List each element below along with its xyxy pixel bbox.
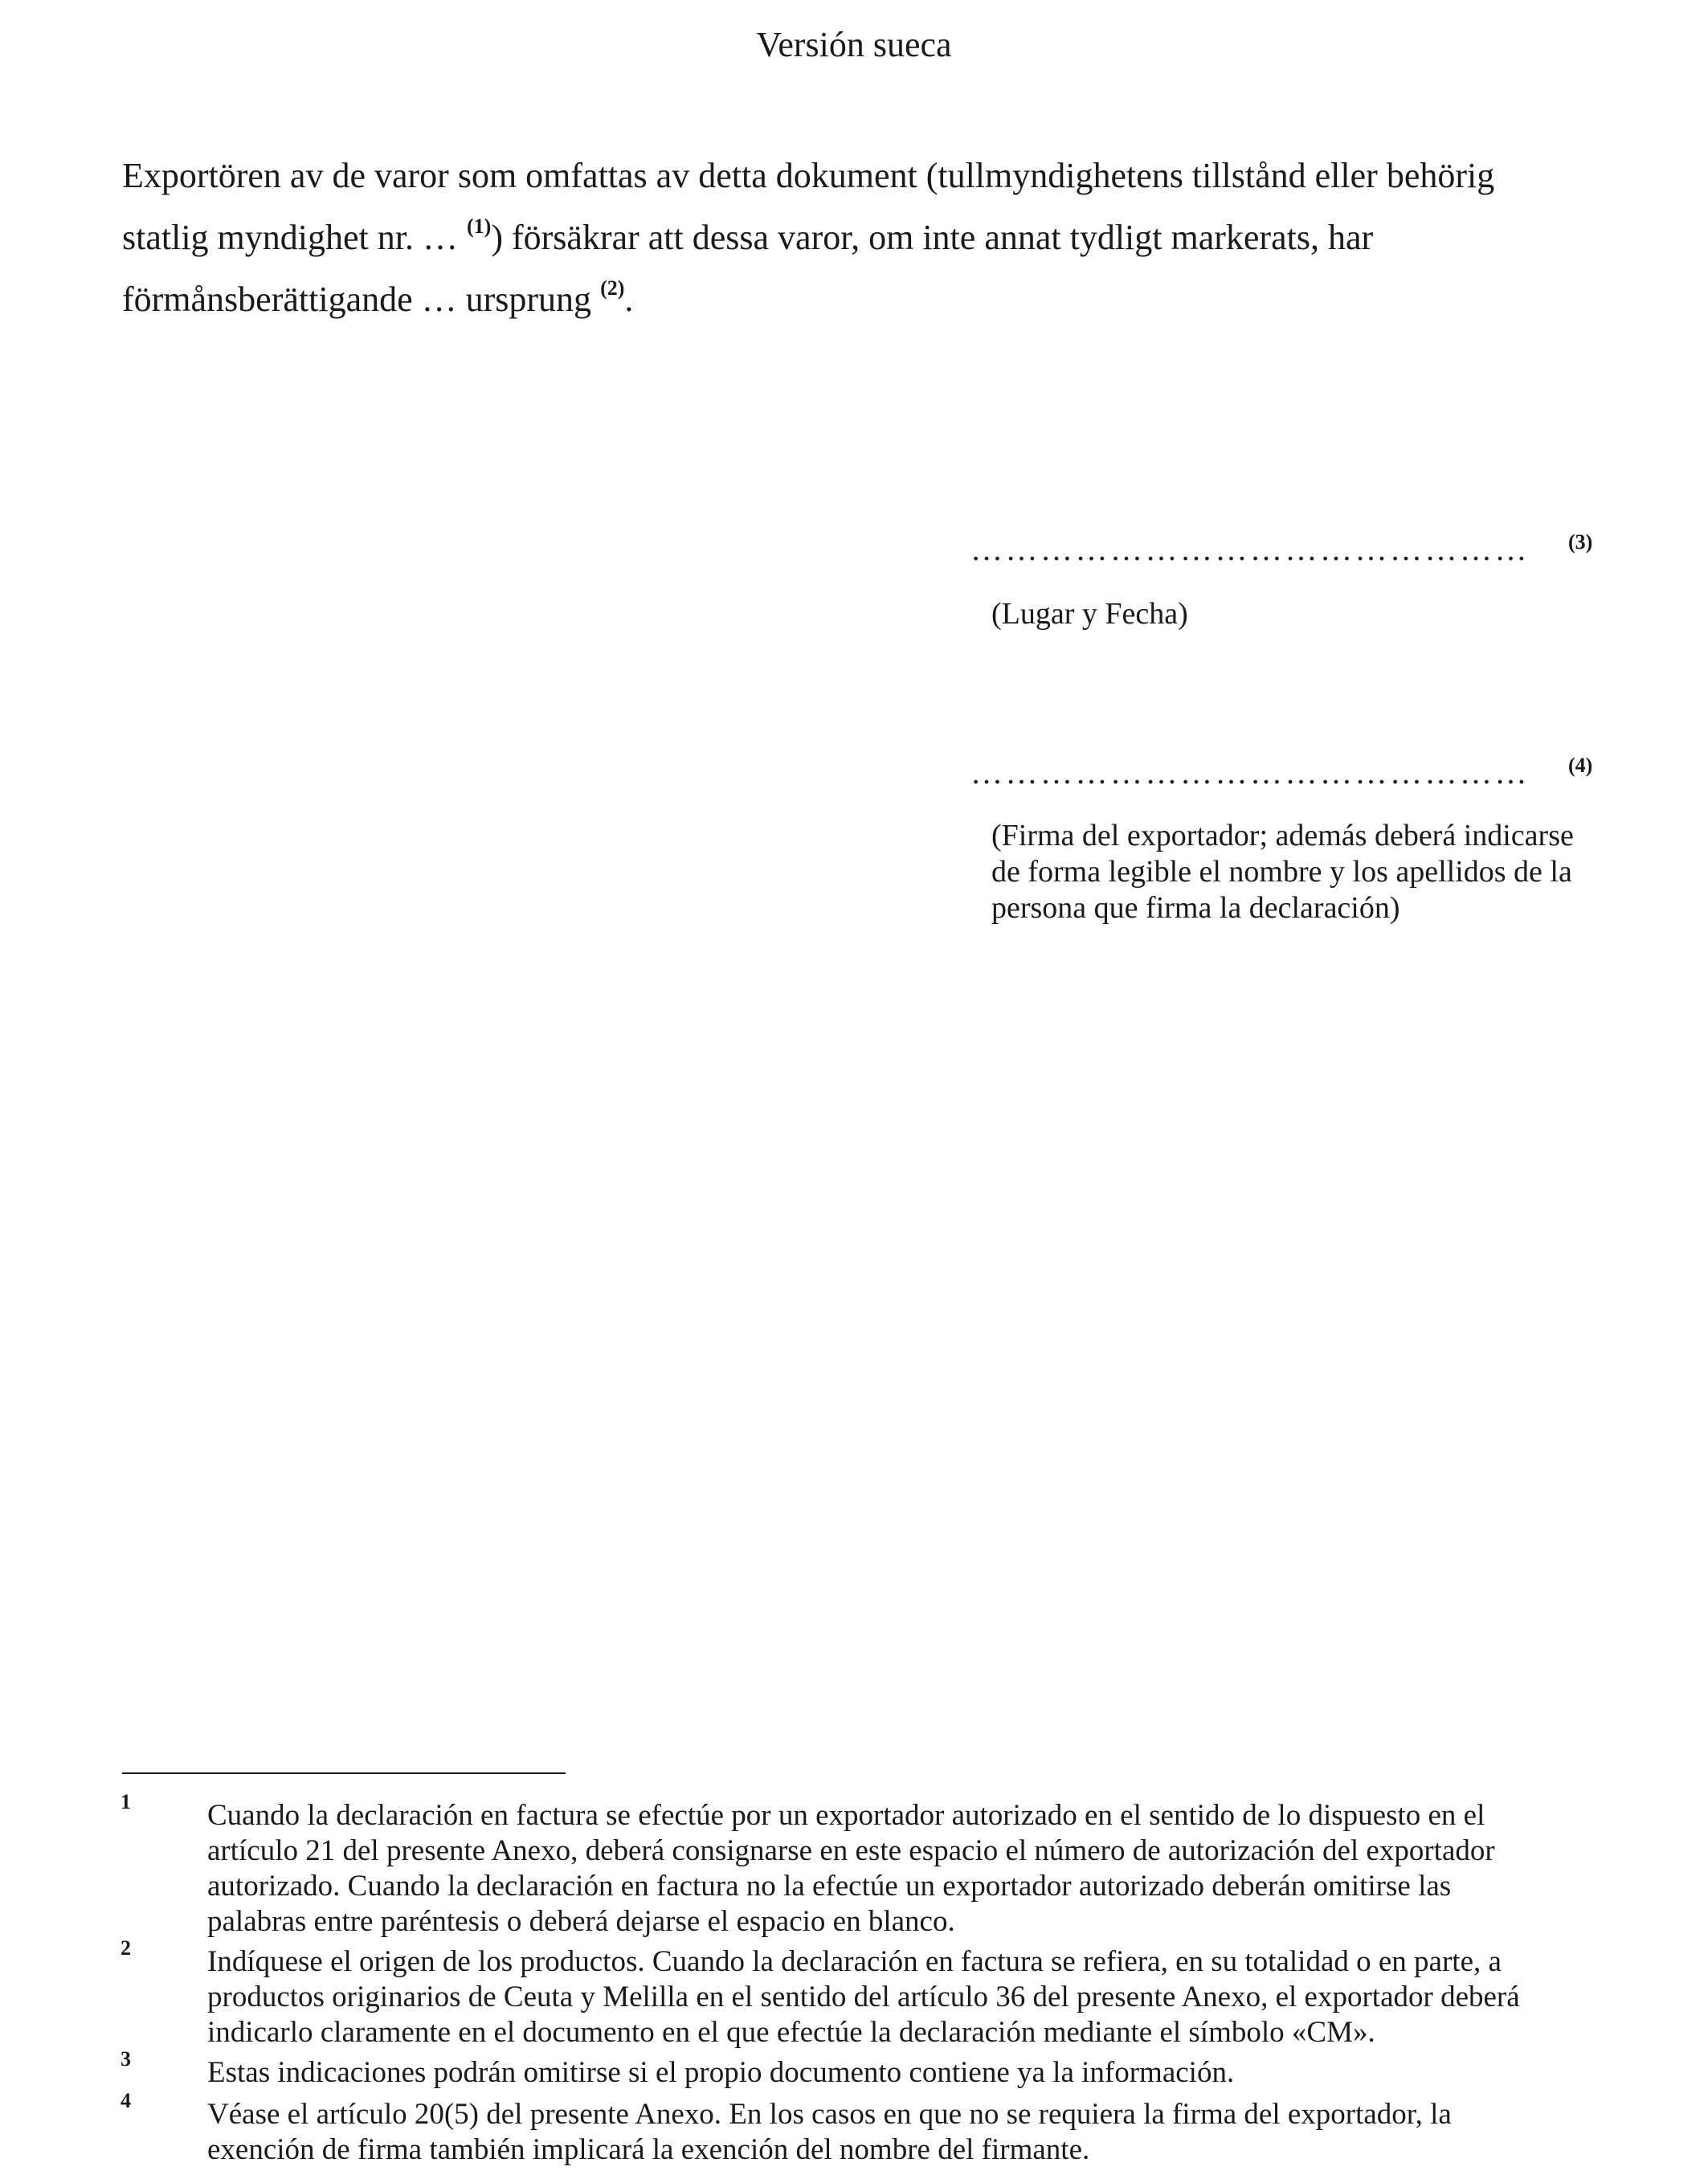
footnote-3-number: 3 — [121, 2047, 131, 2071]
footnote-2-line-1: Indíquese el origen de los productos. Cuando la declaración en factura se refiera, en su totalidad o en parte, a — [207, 1945, 1502, 1978]
footnote-1-line-3: autorizado. Cuando la declaración en factura no la efectúe un exportador autorizado deberán omitirse las — [207, 1870, 1452, 1903]
footnote-4-number: 4 — [121, 2089, 131, 2112]
exporter-caption-line-2: de forma legible el nombre y los apellidos de la — [991, 855, 1572, 889]
place-date-footnote-ref: (3) — [1568, 530, 1593, 554]
footnote-separator — [122, 1772, 566, 1774]
place-date-dotted-line: ………………………………………… — [970, 531, 1530, 567]
footnote-3-text — [207, 2055, 1589, 2091]
footnote-2-number: 2 — [121, 1936, 131, 1960]
footnote-4-line-1: Véase el artículo 20(5) del presente Anexo. En los casos en que no se requiera la firma del exportador, la — [207, 2098, 1452, 2131]
exporter-signature-caption — [991, 818, 1574, 926]
declaration-line-3-start: förmånsberättigande … ursprung — [122, 280, 601, 319]
footnote-4-line-2: exención de firma también implicará la exención del nombre del firmante. — [207, 2133, 1090, 2166]
footnote-1-text — [207, 1798, 1589, 1940]
declaration-line-3-end: . — [624, 280, 634, 319]
footnote-ref-2: (2) — [600, 276, 625, 300]
footnote-1-line-2: artículo 21 del presente Anexo, deberá consignarse en este espacio el número de autorización del exportador — [207, 1834, 1495, 1867]
declaration-line-1: Exportören av de varor som omfattas av detta dokument (tullmyndighetens tillstånd eller behörig — [122, 156, 1495, 195]
declaration-text — [122, 145, 1632, 330]
declaration-line-2-end: ) försäkrar att dessa varor, om inte annat tydligt markerats, har — [491, 218, 1374, 257]
declaration-line-2-start: statlig myndighet nr. … — [122, 218, 467, 257]
exporter-caption-line-3: persona que firma la declaración) — [991, 891, 1400, 925]
footnote-4-text — [207, 2097, 1589, 2168]
place-date-caption: (Lugar y Fecha) — [991, 597, 1188, 631]
declaration-line-2 — [122, 206, 1632, 268]
exporter-caption-line-1: (Firma del exportador; además deberá indicarse — [991, 819, 1574, 852]
footnote-3-line-1: Estas indicaciones podrán omitirse si el propio documento contiene ya la información. — [207, 2056, 1235, 2089]
page-title: Versión sueca — [756, 25, 952, 64]
footnote-1-line-1: Cuando la declaración en factura se efectúe por un exportador autorizado en el sentido de lo dispuesto en el — [207, 1799, 1485, 1832]
exporter-signature-footnote-ref: (4) — [1568, 754, 1593, 777]
footnote-2-line-3: indicarlo claramente en el documento en el que efectúe la declaración mediante el símbolo «CM». — [207, 2016, 1375, 2049]
footnote-2-text — [207, 1944, 1589, 2050]
exporter-signature-dotted-line: ………………………………………… — [970, 754, 1530, 791]
footnote-1-number: 1 — [121, 1790, 131, 1813]
footnote-2-line-2: productos originarios de Ceuta y Melilla en el sentido del artículo 36 del presente Anexo, el exportador deberá — [207, 1981, 1520, 2013]
footnote-ref-1: (1) — [466, 215, 492, 238]
declaration-line-3 — [122, 268, 1632, 330]
footnote-1-line-4: palabras entre paréntesis o deberá dejarse el espacio en blanco. — [207, 1905, 955, 1938]
